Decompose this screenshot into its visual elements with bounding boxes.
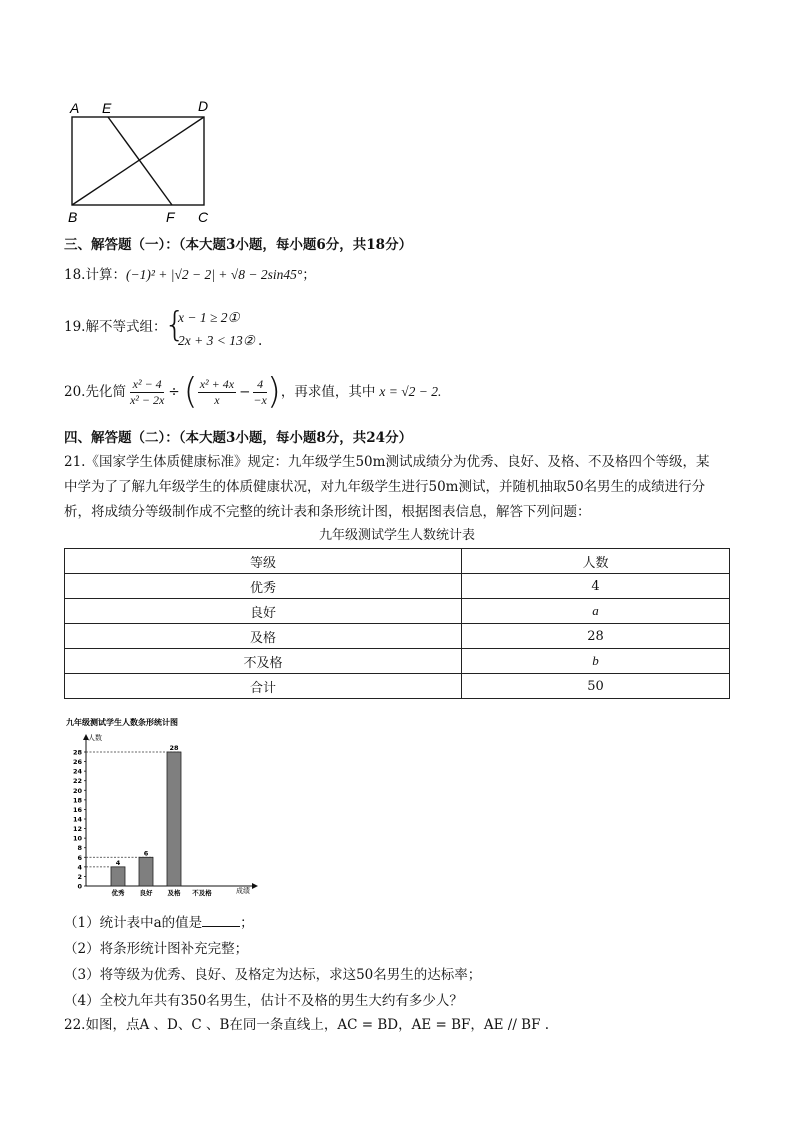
- sub1-prefix: （1）统计表中a的值是: [64, 915, 203, 931]
- q21-text-line-1: 21.《国家学生体质健康标准》规定：九年级学生50m测试成绩分为优秀、良好、及格、不及格四个等级，某: [64, 454, 710, 470]
- chart-x-tick-label: 不及格: [192, 889, 212, 897]
- table-cell: 良好: [65, 599, 462, 624]
- question-22: 22.如图，点A 、D、C 、B在同一条直线上，AC = BD，AE = BF，AE // BF .: [64, 1017, 550, 1033]
- chart-y-tick-label: 14: [72, 815, 82, 824]
- sub1-suffix: ；: [240, 915, 254, 931]
- table-row: [65, 599, 730, 624]
- chart-y-tick-label: 10: [72, 834, 82, 843]
- point-label-d: D: [198, 98, 209, 114]
- chart-x-tick-label: 良好: [139, 889, 153, 897]
- chart-y-tick-label: 12: [72, 825, 82, 834]
- q20-f3-denominator: −x: [253, 392, 267, 407]
- chart-title: 九年级测试学生人数条形统计图: [66, 718, 178, 727]
- chart-y-tick-label: 18: [72, 796, 82, 805]
- chart-y-tick-label: 16: [72, 805, 82, 814]
- sub-question-4: （4）全校九年共有350名男生，估计不及格的男生大约有多少人？: [64, 993, 463, 1009]
- chart-data-label: 6: [143, 849, 149, 858]
- chart-x-tick-label: 优秀: [111, 889, 125, 897]
- table-cell: 合计: [65, 674, 462, 699]
- chart-y-tick-label: 20: [72, 786, 82, 795]
- chart-x-axis-arrow: [252, 883, 258, 889]
- point-label-c: C: [198, 209, 209, 225]
- point-label-a: A: [70, 100, 80, 116]
- q20-f2-numerator: x² + 4x: [199, 376, 235, 391]
- sub-question-2: （2）将条形统计图补充完整；: [64, 941, 249, 957]
- chart-y-tick-label: 4: [77, 863, 82, 872]
- q20-right-paren: ): [266, 371, 281, 412]
- q21-text-line-2: 中学为了了解九年级学生的体质健康状况，对九年级学生进行50m测试，并随机抽取50名男生的成绩进行分: [64, 479, 706, 495]
- bar-chart: [62, 714, 272, 904]
- q19-suffix: .: [258, 333, 263, 349]
- chart-y-tick-label: 22: [72, 777, 82, 786]
- statistics-table: [64, 548, 730, 699]
- q19-inequality-1: x − 1 ≥ 2①: [178, 310, 240, 325]
- q20-fraction-1: [130, 377, 164, 408]
- chart-y-label: 人数: [88, 734, 102, 742]
- q20-f2-denominator: x: [214, 392, 220, 407]
- chart-bar: [139, 857, 153, 886]
- answer-blank: [202, 914, 240, 927]
- sub-question-3: （3）将等级为优秀、良好、及格定为达标，求这50名男生的达标率；: [64, 967, 482, 983]
- q19-prefix: 19.解不等式组：: [64, 319, 167, 335]
- table-header-cell: 等级: [65, 549, 462, 574]
- chart-y-tick-label: 8: [77, 844, 82, 853]
- table-cell: 4: [461, 574, 729, 599]
- table-header-row: [65, 549, 730, 574]
- section-3-heading: 三、解答题（一）：（本大题3小题，每小题6分，共18分）: [64, 237, 413, 253]
- table-row: [65, 649, 730, 674]
- q21-text-line-3: 析，将成绩分等级制作成不完整的统计表和条形统计图，根据图表信息，解答下列问题：: [64, 504, 591, 520]
- table-row: [65, 674, 730, 699]
- table-cell: 28: [461, 624, 729, 649]
- point-label-f: F: [166, 209, 175, 225]
- q20-left-paren: (: [183, 371, 198, 412]
- chart-y-tick-label: 2: [77, 872, 82, 881]
- q20-value: x = √2 − 2.: [379, 384, 442, 399]
- q20-fraction-2: [198, 377, 236, 408]
- q19-brace: {: [164, 305, 186, 345]
- geometry-figure-rectangle: [60, 96, 230, 228]
- point-label-b: B: [68, 209, 78, 225]
- chart-y-tick-label: 6: [77, 853, 82, 862]
- q20-minus: −: [239, 384, 251, 400]
- chart-x-label: 成绩: [236, 887, 250, 895]
- table-cell: 优秀: [65, 574, 462, 599]
- table-cell: 50: [461, 674, 729, 699]
- q20-fraction-3: [253, 377, 266, 408]
- table-cell: 及格: [65, 624, 462, 649]
- q20-f1-denominator: x² − 2x: [129, 392, 165, 407]
- section-4-heading: 四、解答题（二）：（本大题3小题，每小题8分，共24分）: [64, 430, 413, 446]
- q20-f1-numerator: x² − 4: [130, 377, 164, 393]
- chart-x-tick-label: 及格: [167, 889, 181, 897]
- q18-suffix: ；: [302, 267, 316, 283]
- point-label-e: E: [102, 100, 112, 116]
- chart-y-tick-label: 24: [72, 767, 82, 776]
- q18-expression: (−1)² + |√2 − 2| + √8 − 2sin45°: [125, 267, 303, 282]
- table-cell: 不及格: [65, 649, 462, 674]
- chart-bar: [167, 752, 181, 886]
- table-row: [65, 624, 730, 649]
- table-header-cell: 人数: [461, 549, 729, 574]
- q20-divide: ÷: [168, 384, 180, 400]
- table-cell: b: [461, 649, 729, 674]
- q20-f3-numerator: 4: [253, 377, 266, 393]
- sub-question-1: [64, 914, 254, 932]
- chart-data-label: 28: [169, 744, 179, 752]
- table-row: [65, 574, 730, 599]
- table-cell: a: [461, 599, 729, 624]
- q20-suffix: ，再求值，其中: [280, 384, 376, 400]
- q19-inequality-2: 2x + 3 < 13②: [178, 333, 255, 348]
- chart-y-tick-label: 28: [72, 748, 82, 757]
- chart-y-tick-label: 26: [72, 758, 82, 767]
- q18-prefix: 18.计算：: [64, 267, 126, 283]
- question-18: [64, 266, 316, 284]
- chart-bar: [111, 867, 125, 886]
- chart-data-label: 4: [115, 858, 121, 867]
- question-20: [64, 371, 442, 412]
- table-title: 九年级测试学生人数统计表: [318, 528, 475, 543]
- q20-prefix: 20.先化简: [64, 384, 126, 400]
- chart-y-tick-label: 0: [77, 882, 82, 891]
